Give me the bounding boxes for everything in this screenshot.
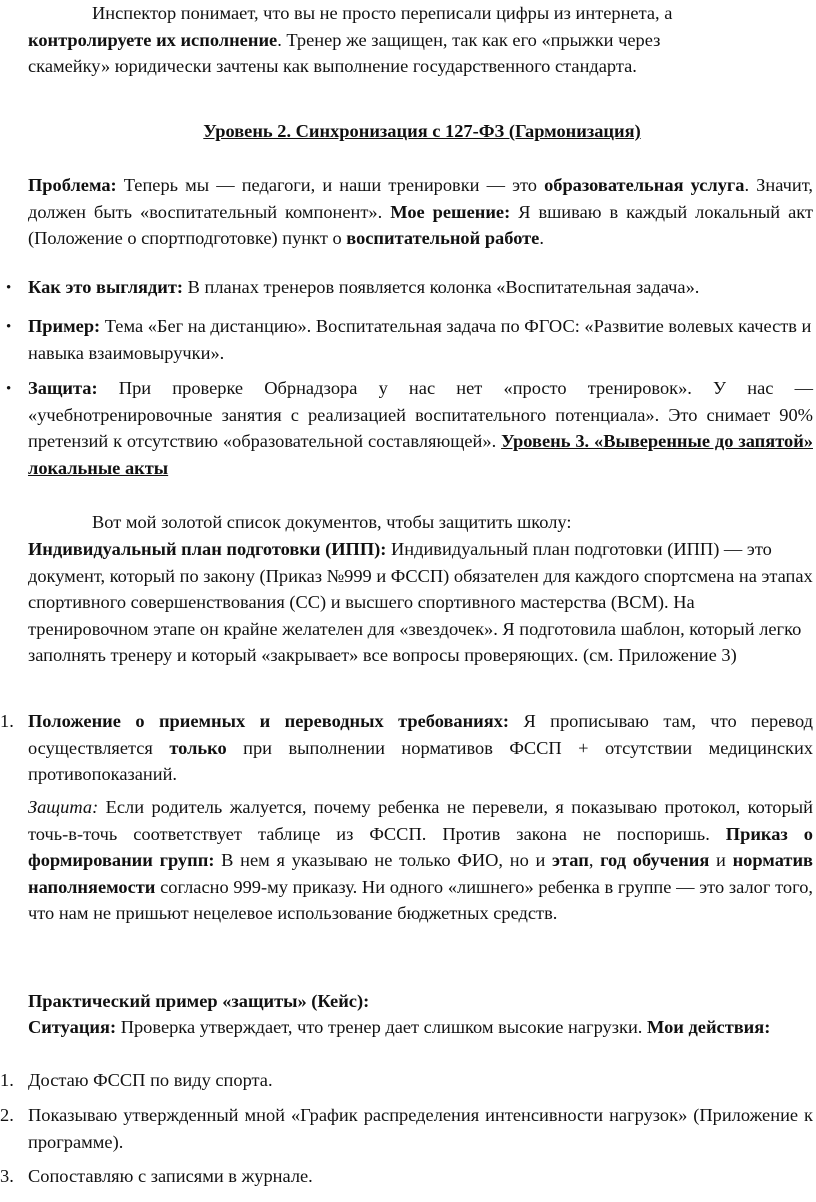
- text: Показываю утвержденный мной «График распределения интенсивности нагрузок» (Приложение к программе).: [28, 1105, 813, 1152]
- bold-label: Мое решение:: [390, 201, 511, 222]
- text: В планах тренеров появляется колонка «Воспитательная задача».: [183, 277, 700, 297]
- bullet-example: [28, 313, 813, 366]
- bold-label: Защита:: [28, 378, 98, 398]
- list-number: 1.: [0, 1070, 14, 1090]
- text: согласно 999-му приказу. Ни одного «лишнего» ребенка в группе — это залог того, что нам не пришьют нецелевое использование бюджетных средств.: [28, 876, 813, 923]
- text: Достаю ФССП по виду спорта.: [28, 1070, 273, 1090]
- bold-label: Ситуация:: [28, 1017, 117, 1037]
- case-situation: [28, 1014, 813, 1041]
- text: Сопоставляю с записями в журнале.: [28, 1166, 313, 1186]
- bold-label: Положение о приемных и переводных требованиях:: [28, 711, 510, 731]
- heading-level-3: Уровень 3. «Выверенные до запятой» локальные акты: [28, 431, 813, 478]
- text: Тема «Бег на дистанцию». Воспитательная задача по ФГОС: «Развитие волевых качеств и навыка взаимовыручки».: [28, 316, 812, 363]
- text: Я вшиваю в каждый локальный акт (Положение о спортподготовке) пункт о: [28, 201, 813, 248]
- list-number: 2.: [0, 1105, 14, 1125]
- text: Инспектор понимает, что вы не просто переписали цифры из интернета, а: [92, 3, 673, 23]
- text: При проверке Обрнадзора у нас нет «просто тренировок». У нас — «учебнотренировочные занятия с реализацией воспитательного потенциала». Это снимает 90% претензий к отсутствию «образовательной составляющей».: [28, 378, 813, 451]
- case-step: [28, 1102, 813, 1155]
- case-step: [28, 1067, 813, 1094]
- text: Проверка утверждает, что тренер дает слишком высокие нагрузки.: [116, 1017, 647, 1037]
- text: Я прописываю там, что перевод осуществляется: [28, 711, 813, 758]
- text: . Тренер же защищен, так как его «прыжки через скамейку» юридически зачтены как выполнение государственного стандарта.: [28, 29, 661, 76]
- text: .: [539, 228, 544, 248]
- bold-text: год обучения: [600, 850, 710, 870]
- bullet-how-it-looks: [28, 274, 813, 301]
- problem-paragraph: [28, 172, 813, 252]
- bullet-marker: •: [6, 381, 12, 397]
- ipp-paragraph: [28, 536, 815, 669]
- text: В нем я указываю не только ФИО, но и: [214, 850, 553, 870]
- defense-paragraph: [28, 794, 813, 927]
- admission-requirements-item: [28, 708, 813, 788]
- bold-text: образовательная услуга: [544, 175, 745, 195]
- text: Теперь мы — педагоги, и наши тренировки — это: [116, 175, 545, 195]
- text: Индивидуальный план подготовки (ИПП) — это документ, который по закону (Приказ №999 и ФССП) обязателен для каждого спортсмена на этапах спортивного совершенствования (СС) и высшего спортивного мастерства (ВСМ). На тренировочном этапе он крайне желателен для «звездочек». Я подготовила шаблон, который легко заполнять тренеру и который «закрывает» все вопросы проверяющих. (см. Приложение 3): [28, 539, 813, 665]
- text: при выполнении нормативов ФССП + отсутствии медицинских противопоказаний.: [28, 737, 813, 784]
- bold-label: Проблема:: [28, 175, 117, 195]
- bullet-marker: •: [6, 280, 12, 296]
- text: ,: [588, 850, 601, 870]
- text: Если родитель жалуется, почему ребенка не перевели, я показываю протокол, который точь-в-точь соответствует таблице из ФССП. Против закона не поспоришь.: [28, 797, 813, 844]
- bold-text: норматив наполняемости: [28, 850, 813, 897]
- case-step: [28, 1163, 813, 1190]
- bold-text: этап: [552, 850, 589, 870]
- intro-paragraph: [28, 0, 728, 80]
- heading-text: Уровень 2. Синхронизация с 127-ФЗ (Гармонизация): [203, 121, 641, 141]
- bold-label: Пример:: [28, 316, 101, 336]
- text: Вот мой золотой список документов, чтобы защитить школу:: [92, 512, 572, 532]
- text: . Значит, должен быть «воспитательный компонент».: [28, 175, 813, 222]
- bold-label: Приказ о формировании групп:: [28, 823, 813, 870]
- bold-label: Индивидуальный план подготовки (ИПП):: [28, 539, 387, 559]
- bold-label: Как это выглядит:: [28, 277, 184, 297]
- case-title: [28, 988, 813, 1015]
- bold-text: только: [169, 737, 227, 758]
- bold-label: Мои действия:: [646, 1017, 771, 1037]
- bullet-defense: [28, 375, 813, 481]
- text: и: [709, 850, 733, 870]
- golden-list-intro: [92, 509, 792, 536]
- italic-label: Защита:: [28, 797, 99, 817]
- list-number: 1.: [0, 711, 14, 731]
- bullet-marker: •: [6, 319, 12, 335]
- heading-level-2: [28, 118, 816, 145]
- bold-text: воспитательной работе: [346, 228, 540, 248]
- bold-text: контролируете их исполнение: [28, 29, 278, 50]
- list-number: 3.: [0, 1166, 14, 1186]
- bold-heading: Практический пример «защиты» (Кейс):: [28, 991, 370, 1011]
